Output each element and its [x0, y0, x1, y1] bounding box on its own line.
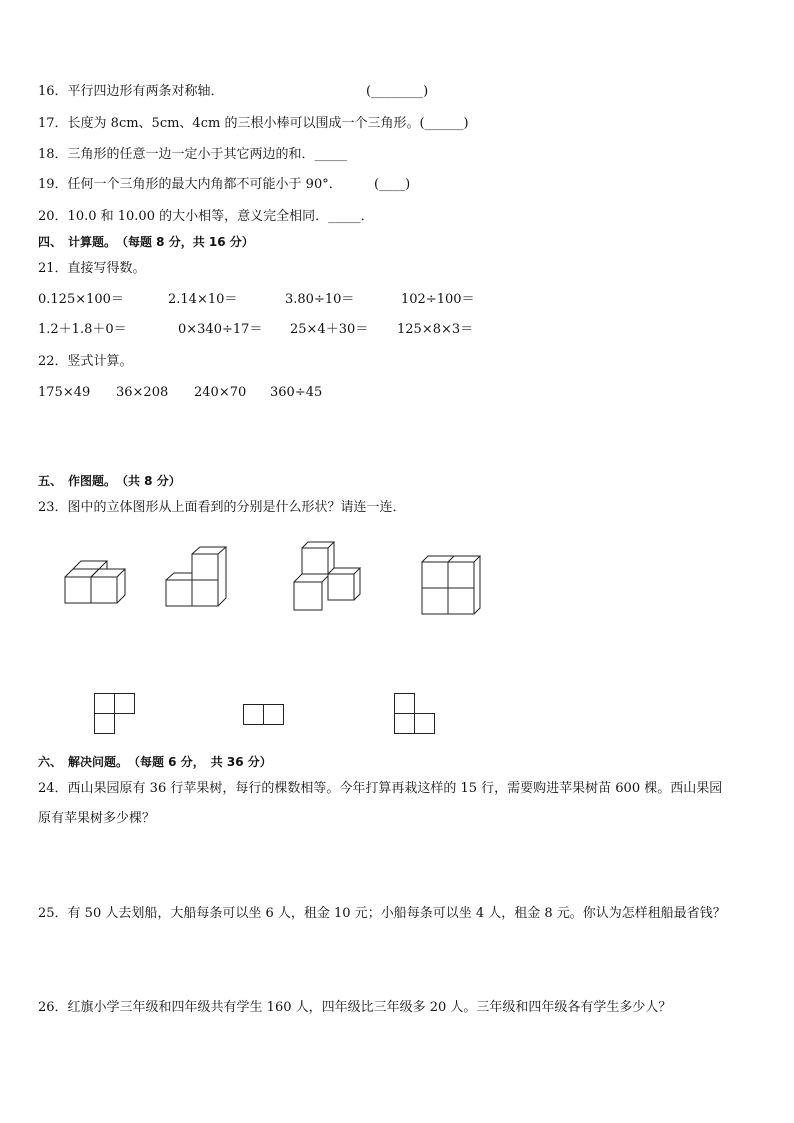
calc-item: 102÷100＝ [401, 292, 475, 307]
question-24-line-1: 24．西山果园原有 36 行苹果树，每行的棵数相等。今年打算再栽这样的 15 行，需要购进苹果树苗 600 棵。西山果园 [38, 781, 723, 796]
question-26: 26．红旗小学三年级和四年级共有学生 160 人，四年级比三年级多 20 人。三年级和四年级各有学生多少人？ [38, 1000, 672, 1015]
vertical-calc-item: 175×49 [38, 385, 91, 400]
vertical-calc-item: 36×208 [116, 385, 169, 400]
calc-item: 3.80÷10＝ [285, 292, 355, 307]
question-20: 20．10.0 和 10.00 的大小相等，意义完全相同．_____． [38, 209, 374, 224]
section-5-heading: 五、 作图题。 （共 8 分） [38, 474, 181, 488]
question-19-answer-blank[interactable]: (____) [374, 177, 411, 192]
cube-figure-4 [418, 552, 484, 618]
question-17: 17．长度为 8cm、5cm、4cm 的三根小棒可以围成一个三角形。(______) [38, 116, 469, 131]
calc-item: 2.14×10＝ [168, 292, 238, 307]
question-16-answer-blank[interactable]: (________) [366, 84, 429, 99]
question-24-line-2: 原有苹果树多少棵？ [38, 811, 156, 826]
top-view-shape-1 [94, 693, 136, 735]
top-view-shape-2 [243, 704, 285, 726]
section-4-heading: 四、 计算题。 （每题 8 分，共 16 分） [38, 235, 254, 249]
cube-figure-1 [60, 560, 130, 610]
cube-figure-2 [162, 546, 232, 612]
calc-item: 0×340÷17＝ [178, 322, 263, 337]
cube-figure-3 [288, 540, 364, 614]
question-16: 16．平行四边形有两条对称轴． [38, 84, 224, 99]
calc-item: 125×8×3＝ [397, 322, 474, 337]
calc-item: 25×4＋30＝ [290, 322, 369, 337]
vertical-calc-item: 240×70 [194, 385, 247, 400]
calc-item: 1.2＋1.8＋0＝ [38, 322, 127, 337]
section-6-heading: 六、 解决问题。 （每题 6 分， 共 36 分） [38, 755, 272, 769]
question-25: 25．有 50 人去划船，大船每条可以坐 6 人，租金 10 元；小船每条可以坐 4 人，租金 8 元。你认为怎样租船最省钱？ [38, 906, 726, 921]
top-view-shape-3 [394, 693, 436, 735]
question-21: 21．直接写得数。 [38, 261, 146, 276]
question-18: 18．三角形的任意一边一定小于其它两边的和．_____ [38, 147, 348, 162]
question-22: 22．竖式计算。 [38, 354, 133, 369]
question-23: 23．图中的立体图形从上面看到的分别是什么形状？请连一连． [38, 500, 406, 515]
question-19: 19．任何一个三角形的最大内角都不可能小于 90°． [38, 177, 342, 192]
calc-item: 0.125×100＝ [38, 292, 124, 307]
vertical-calc-item: 360÷45 [270, 385, 323, 400]
